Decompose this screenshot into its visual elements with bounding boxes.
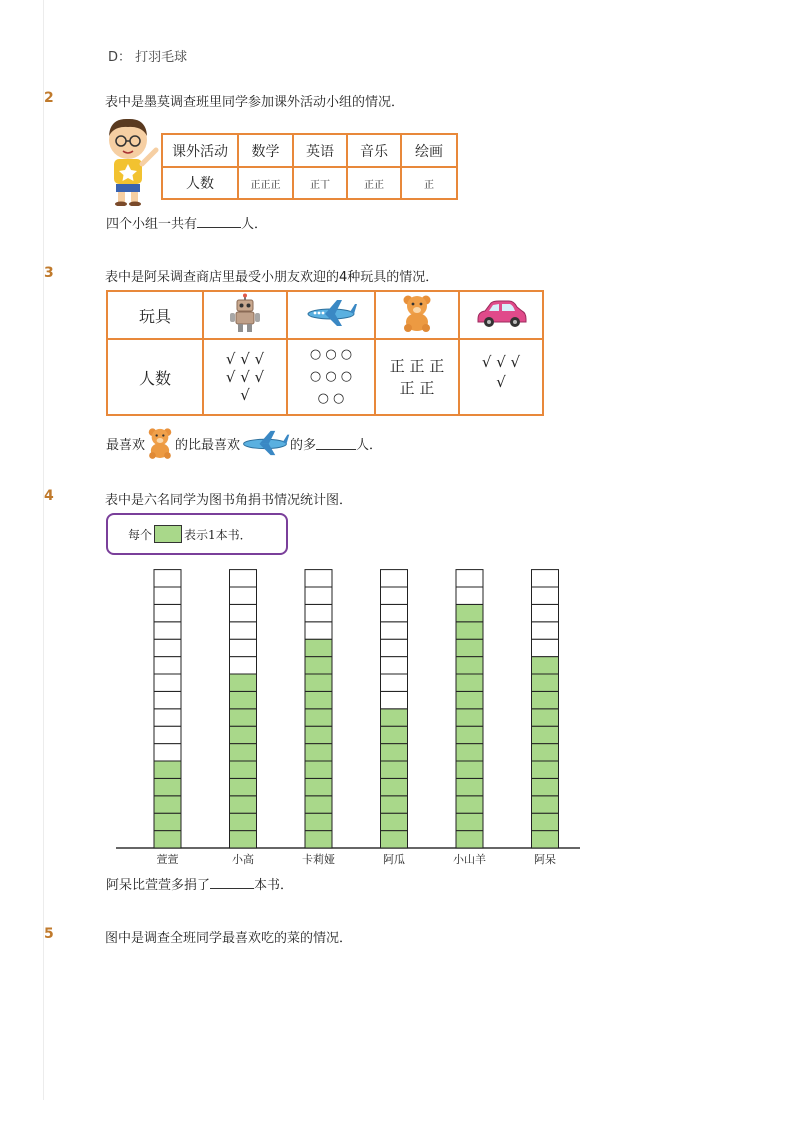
question-number-2: 2 bbox=[44, 90, 54, 106]
filled-cell bbox=[456, 657, 483, 674]
filled-cell bbox=[456, 761, 483, 778]
airplane-icon bbox=[240, 429, 290, 457]
filled-cell bbox=[532, 657, 559, 674]
question-number-5: 5 bbox=[44, 926, 54, 942]
q2-answer-blank[interactable] bbox=[197, 215, 241, 228]
q3-row-label: 人数 bbox=[107, 339, 203, 415]
empty-cell bbox=[532, 622, 559, 639]
filled-cell bbox=[230, 691, 257, 708]
filled-cell bbox=[456, 639, 483, 656]
book-donation-chart bbox=[110, 560, 590, 870]
filled-cell bbox=[456, 796, 483, 813]
filled-cell bbox=[230, 744, 257, 761]
q3-count-car bbox=[459, 339, 543, 415]
empty-cell bbox=[230, 622, 257, 639]
filled-cell bbox=[532, 778, 559, 795]
q2-activity-table bbox=[161, 133, 458, 200]
empty-cell bbox=[154, 744, 181, 761]
q2-header-math: 数学 bbox=[238, 134, 293, 167]
q4-answer-blank[interactable] bbox=[210, 876, 254, 889]
filled-cell bbox=[305, 639, 332, 656]
filled-cell bbox=[532, 674, 559, 691]
legend-suffix: 表示1本书． bbox=[184, 527, 252, 542]
q4-prompt-post: 本书． bbox=[254, 878, 294, 893]
question-3-prompt bbox=[106, 426, 382, 460]
teddy-bear-icon bbox=[399, 294, 435, 332]
question-3-stem: 表中是阿呆调查商店里最受小朋友欢迎的4种玩具的情况． bbox=[105, 270, 439, 285]
filled-cell bbox=[532, 761, 559, 778]
filled-cell bbox=[381, 726, 408, 743]
q3-robot-line-3: √ bbox=[240, 386, 250, 404]
filled-cell bbox=[154, 831, 181, 848]
q3-prompt-mid: 的比最喜欢 bbox=[175, 437, 241, 453]
bar-column-4 bbox=[381, 570, 408, 848]
filled-cell bbox=[305, 657, 332, 674]
empty-cell bbox=[154, 657, 181, 674]
bar-column-2 bbox=[230, 570, 257, 848]
filled-cell bbox=[456, 813, 483, 830]
filled-cell bbox=[456, 709, 483, 726]
q3-toy-airplane bbox=[287, 291, 375, 339]
bar-column-3 bbox=[305, 570, 332, 848]
empty-cell bbox=[154, 622, 181, 639]
empty-cell bbox=[456, 570, 483, 587]
category-label: 阿呆 bbox=[534, 853, 556, 866]
q2-header-activity: 课外活动 bbox=[162, 134, 238, 167]
q3-header-label: 玩具 bbox=[107, 291, 203, 339]
bar-column-1 bbox=[154, 570, 181, 848]
empty-cell bbox=[381, 570, 408, 587]
filled-cell bbox=[532, 796, 559, 813]
chart-legend bbox=[106, 513, 288, 555]
filled-cell bbox=[532, 813, 559, 830]
filled-cell bbox=[456, 622, 483, 639]
robot-icon bbox=[225, 293, 265, 333]
filled-cell bbox=[305, 674, 332, 691]
empty-cell bbox=[230, 587, 257, 604]
filled-cell bbox=[230, 796, 257, 813]
question-number-3: 3 bbox=[44, 265, 54, 281]
q4-prompt-pre: 阿呆比萱萱多捐了 bbox=[106, 878, 211, 893]
empty-cell bbox=[154, 691, 181, 708]
empty-cell bbox=[154, 674, 181, 691]
filled-cell bbox=[230, 778, 257, 795]
q2-tally-math: 正正正 bbox=[238, 167, 293, 199]
filled-cell bbox=[381, 796, 408, 813]
filled-cell bbox=[305, 813, 332, 830]
q3-car-line-1: √ √ √ bbox=[481, 353, 521, 371]
q3-prompt-end: 人． bbox=[356, 437, 383, 453]
empty-cell bbox=[532, 587, 559, 604]
teddy-bear-icon bbox=[145, 426, 175, 460]
filled-cell bbox=[230, 813, 257, 830]
filled-cell bbox=[230, 761, 257, 778]
question-5-stem: 图中是调查全班同学最喜欢吃的菜的情况． bbox=[105, 931, 353, 946]
legend-prefix: 每个 bbox=[128, 527, 153, 542]
filled-cell bbox=[305, 726, 332, 743]
category-label: 阿瓜 bbox=[383, 853, 405, 866]
q3-bear-line-2: 正 正 bbox=[399, 379, 435, 397]
filled-cell bbox=[305, 831, 332, 848]
filled-cell bbox=[305, 691, 332, 708]
empty-cell bbox=[230, 639, 257, 656]
q3-prompt-pre: 最喜欢 bbox=[106, 437, 146, 453]
empty-cell bbox=[154, 639, 181, 656]
filled-cell bbox=[230, 831, 257, 848]
empty-cell bbox=[154, 726, 181, 743]
filled-cell bbox=[154, 796, 181, 813]
filled-cell bbox=[532, 709, 559, 726]
filled-cell bbox=[456, 674, 483, 691]
airplane-icon bbox=[305, 298, 357, 328]
q3-count-bear bbox=[375, 339, 459, 415]
filled-cell bbox=[381, 813, 408, 830]
q2-header-drawing: 绘画 bbox=[401, 134, 457, 167]
empty-cell bbox=[381, 587, 408, 604]
filled-cell bbox=[154, 778, 181, 795]
filled-cell bbox=[532, 744, 559, 761]
empty-cell bbox=[305, 587, 332, 604]
empty-cell bbox=[532, 570, 559, 587]
boy-illustration bbox=[100, 112, 162, 206]
category-label: 卡莉娅 bbox=[302, 853, 335, 866]
empty-cell bbox=[230, 570, 257, 587]
filled-cell bbox=[456, 744, 483, 761]
q3-car-line-2: √ bbox=[496, 373, 506, 391]
q3-count-airplane bbox=[287, 339, 375, 415]
category-label: 小山羊 bbox=[453, 853, 486, 866]
q2-row-label: 人数 bbox=[162, 167, 238, 199]
filled-cell bbox=[456, 604, 483, 621]
q3-robot-line-2: √ √ √ bbox=[225, 368, 265, 386]
empty-cell bbox=[381, 639, 408, 656]
empty-cell bbox=[381, 622, 408, 639]
empty-cell bbox=[154, 570, 181, 587]
empty-cell bbox=[381, 691, 408, 708]
filled-cell bbox=[532, 831, 559, 848]
empty-cell bbox=[456, 587, 483, 604]
filled-cell bbox=[381, 778, 408, 795]
car-icon bbox=[475, 297, 527, 329]
category-label: 萱萱 bbox=[156, 853, 179, 866]
bar-column-5 bbox=[456, 570, 483, 848]
empty-cell bbox=[532, 639, 559, 656]
empty-cell bbox=[305, 570, 332, 587]
filled-cell bbox=[154, 813, 181, 830]
q3-prompt-post: 的多 bbox=[290, 437, 317, 453]
legend-swatch bbox=[154, 525, 182, 543]
filled-cell bbox=[305, 744, 332, 761]
filled-cell bbox=[230, 726, 257, 743]
empty-cell bbox=[532, 604, 559, 621]
filled-cell bbox=[230, 709, 257, 726]
question-4-stem: 表中是六名同学为图书角捐书情况统计图． bbox=[105, 493, 353, 508]
filled-cell bbox=[230, 674, 257, 691]
filled-cell bbox=[305, 709, 332, 726]
q3-airplane-line-3: ○ ○ bbox=[317, 391, 345, 406]
filled-cell bbox=[532, 691, 559, 708]
q3-toy-table bbox=[106, 290, 544, 416]
q3-robot-line-1: √ √ √ bbox=[225, 350, 265, 368]
q3-toy-bear bbox=[375, 291, 459, 339]
question-2-stem: 表中是墨莫调查班里同学参加课外活动小组的情况． bbox=[105, 95, 405, 110]
q3-airplane-line-1: ○ ○ ○ bbox=[309, 347, 353, 362]
empty-cell bbox=[381, 604, 408, 621]
q2-tally-music: 正正 bbox=[347, 167, 401, 199]
filled-cell bbox=[381, 709, 408, 726]
q3-bear-line-1: 正 正 正 bbox=[389, 357, 445, 375]
filled-cell bbox=[381, 831, 408, 848]
q2-header-music: 音乐 bbox=[347, 134, 401, 167]
filled-cell bbox=[456, 831, 483, 848]
filled-cell bbox=[456, 691, 483, 708]
q3-toy-robot bbox=[203, 291, 287, 339]
filled-cell bbox=[305, 796, 332, 813]
empty-cell bbox=[230, 604, 257, 621]
filled-cell bbox=[456, 726, 483, 743]
empty-cell bbox=[230, 657, 257, 674]
q2-prompt-post: 人． bbox=[241, 217, 268, 232]
question-2-prompt bbox=[106, 213, 267, 232]
q2-header-english: 英语 bbox=[293, 134, 347, 167]
empty-cell bbox=[305, 604, 332, 621]
empty-cell bbox=[154, 604, 181, 621]
filled-cell bbox=[154, 761, 181, 778]
filled-cell bbox=[305, 761, 332, 778]
empty-cell bbox=[154, 587, 181, 604]
empty-cell bbox=[305, 622, 332, 639]
empty-cell bbox=[381, 657, 408, 674]
q3-answer-blank[interactable] bbox=[316, 437, 356, 450]
filled-cell bbox=[381, 761, 408, 778]
q3-count-robot bbox=[203, 339, 287, 415]
filled-cell bbox=[305, 778, 332, 795]
q3-airplane-line-2: ○ ○ ○ bbox=[309, 369, 353, 384]
category-label: 小高 bbox=[232, 853, 254, 866]
q2-prompt-pre: 四个小组一共有 bbox=[106, 217, 198, 232]
option-d: D： 打羽毛球 bbox=[108, 50, 188, 65]
q2-tally-drawing: 正 bbox=[401, 167, 457, 199]
empty-cell bbox=[381, 674, 408, 691]
question-4-prompt bbox=[106, 874, 293, 893]
q3-toy-car bbox=[459, 291, 543, 339]
empty-cell bbox=[154, 709, 181, 726]
filled-cell bbox=[381, 744, 408, 761]
filled-cell bbox=[532, 726, 559, 743]
question-number-4: 4 bbox=[44, 488, 54, 504]
bar-column-6 bbox=[532, 570, 559, 848]
filled-cell bbox=[456, 778, 483, 795]
q2-tally-english: 正丅 bbox=[293, 167, 347, 199]
